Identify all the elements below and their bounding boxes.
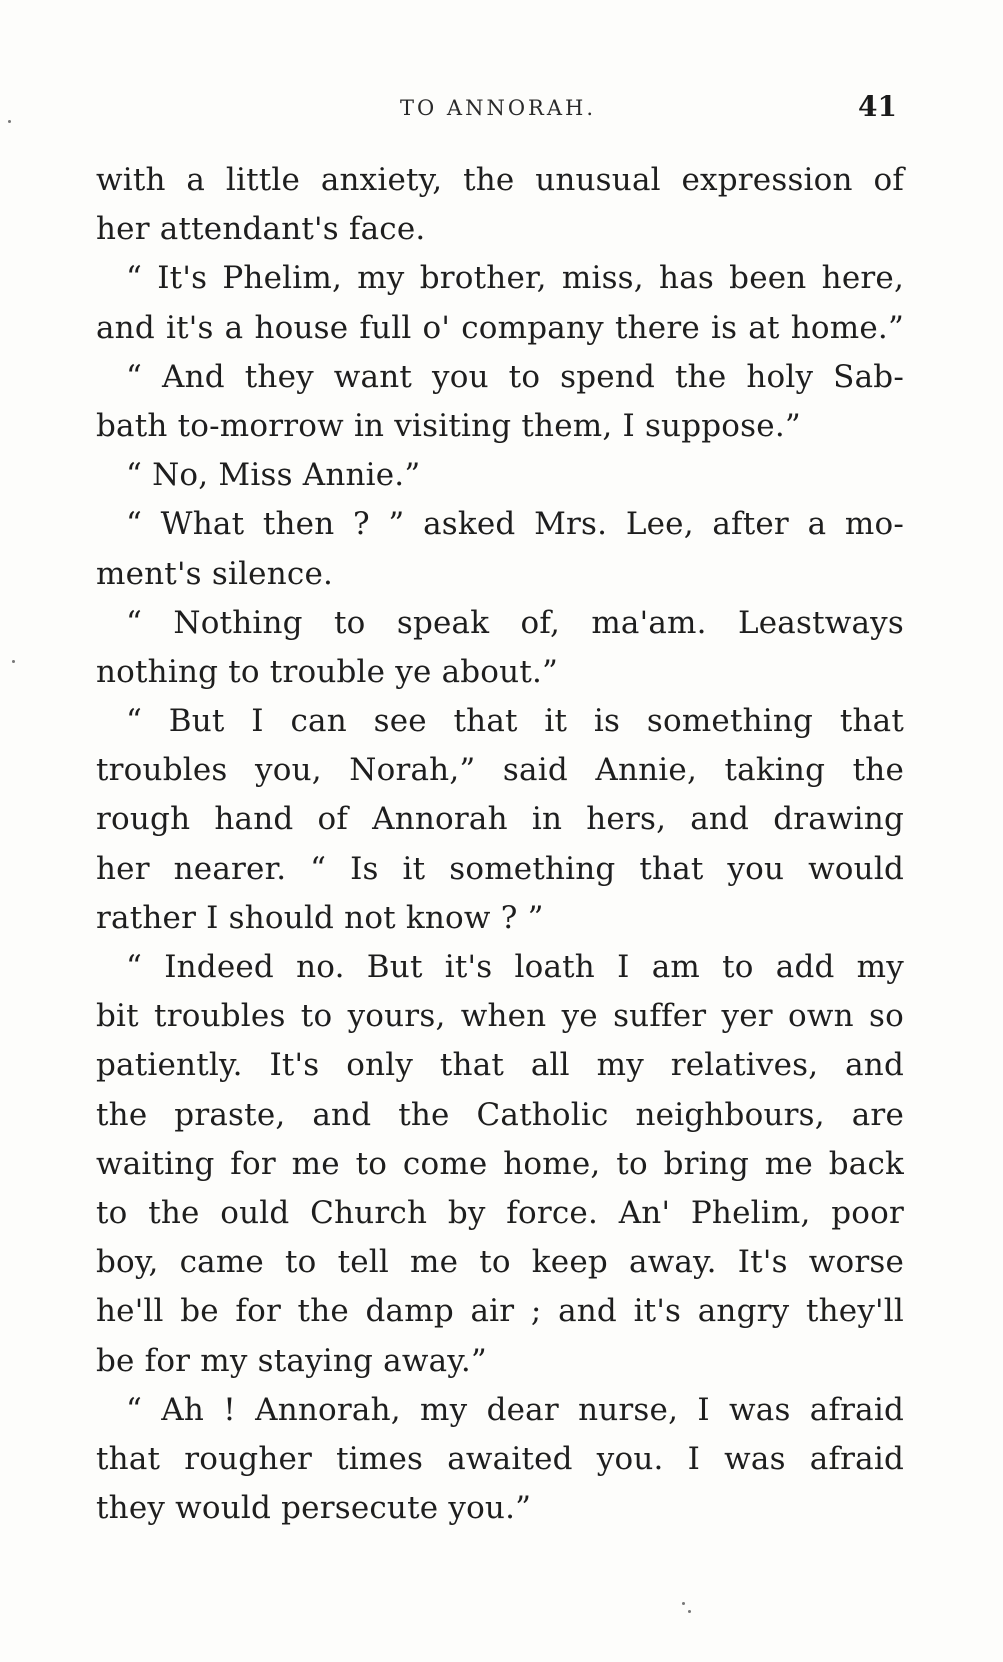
text-line: nothing to trouble ye about.” [96,653,559,690]
text-line: “ Indeed no. But it's loath I am to add my [126,949,904,985]
text-line: bath to-morrow in visiting them, I suppose.” [96,407,801,444]
text-line: “ What then ? ” asked Mrs. Lee, after a mo- [126,506,904,543]
running-title: TO ANNORAH. [400,96,596,120]
text-line: “ Nothing to speak of, ma'am. Leastways [126,604,904,641]
text-line: patiently. It's only that all my relatives, and [96,1047,904,1084]
text-line: “ It's Phelim, my brother, miss, has been here, [126,260,904,297]
text-line: “ And they want you to spend the holy Sab- [126,358,904,395]
text-line: he'll be for the damp air ; and it's angry they'll [96,1293,904,1330]
running-head [0,92,1003,132]
text-line: waiting for me to come home, to bring me back [96,1145,904,1182]
text-line: and it's a house full o' company there is at home.” [96,309,904,346]
text-line: ment's silence. [96,555,334,592]
ink-speck [682,1602,685,1605]
text-line: “ No, Miss Annie.” [126,457,421,494]
body-text [96,156,904,1533]
text-line: rough hand of Annorah in hers, and drawing [96,801,904,838]
ink-speck [8,120,11,123]
text-line: troubles you, Norah,” said Annie, taking the [96,752,904,789]
text-line: they would persecute you.” [96,1490,532,1527]
text-line: the praste, and the Catholic neighbours, are [96,1096,904,1133]
text-line: her attendant's face. [96,211,426,248]
text-line: her nearer. “ Is it something that you would [96,850,904,887]
text-line: “ Ah ! Annorah, my dear nurse, I was afraid [126,1391,904,1428]
text-line: that rougher times awaited you. I was afraid [96,1440,904,1477]
page-number: 41 [858,90,897,123]
text-line: “ But I can see that it is something that [126,703,904,740]
text-line: boy, came to tell me to keep away. It's worse [96,1244,904,1281]
ink-speck [688,1610,691,1613]
text-line: be for my staying away.” [96,1342,487,1379]
text-line: rather I should not know ? ” [96,899,544,936]
text-line: with a little anxiety, the unusual expression of [96,162,904,198]
text-line: to the ould Church by force. An' Phelim, poor [96,1194,904,1231]
text-line: bit troubles to yours, when ye suffer yer own so [96,998,904,1035]
ink-speck [12,660,15,663]
